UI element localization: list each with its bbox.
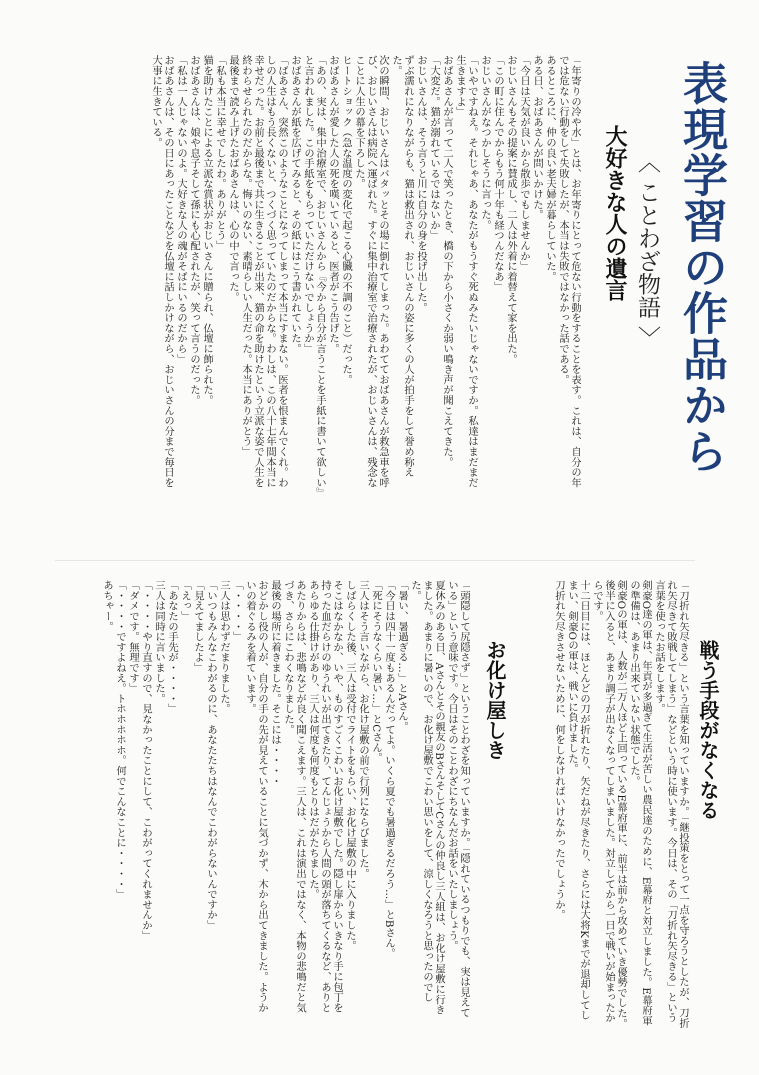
story-paragraph: あたりからは、悲鳴などが良く聞こえます。三人は、これは演出ではなく、本物の悲鳴だと気づき、さらにこわくなりました。 [282, 580, 306, 1013]
story-paragraph: そこはなかなか、いや、ものすごくこわいお化け屋敷でした。隠し扉からいきなり手に包丁を持った血だらけのゆうれいが出てきたり、てんじょうから人間の頭が落ちてくるなど、ありとあらゆる仕掛けがあり、三人は何度も何度もとりはだがたちました。 [307, 580, 343, 1013]
story-paragraph: 「・・・・」 [231, 580, 243, 642]
story-paragraph: 「大変だ。猫が溺れているではないか」 [428, 55, 440, 241]
story-paragraph: 「私は一人じゃないのよ。大好きな人の魂がそばにいるのだから」 [175, 55, 187, 364]
page-title: 表現学習の作品から [675, 60, 728, 474]
story-paragraph: 「いやですねえ。それじゃあ、あなたがもうすぐ死ぬみたいじゃないですか。私達はまだまだ生きますよ」 [454, 55, 478, 488]
story-paragraph: 次の瞬間、おじいさんはバタッとその場に倒れてしまった。あわてておばあさんが救急車を呼び、おじいさんは病院へ運ばれた。すぐに集中治療室で治療されたが、おじいさんは、残念なことに人生の幕を下ろした。 [353, 55, 389, 488]
story-paragraph: 「えっ」 [179, 580, 191, 622]
story-paragraph: ヒートショック（急な温度の変化で起こる心臓の不調のこと）だった。 [340, 55, 352, 385]
story-paragraph: 三人は思わずだまりました。 [218, 580, 230, 714]
story-paragraph: 猫を助けたことによる立派な賞状がおじいさんに贈られ、仏壇に飾られた。 [201, 55, 213, 406]
story-paragraph: 「死にそうなくらい暑い…」とCさん。 [370, 580, 382, 763]
story-paragraph: 剣豪O達の軍は、年貢が多過ぎて生活が苦しい農民達のために、E幕府と対立しました。E幕府軍の準備は、あまり出来ていない状態でした。 [628, 580, 652, 1026]
story-paragraph: 「刀折れ矢尽きる」という言葉を知っていますか。「継投策をとって一点を守ろうとしたが、刀折れ矢尽きて敗戦してしまう」などという時に使います。今日は、その「刀折れ矢尽きる」という言葉を使ったお話をします。 [653, 580, 689, 1029]
story-paragraph: 刀折れ矢尽きさせないために、何をしなければいけなかったでしょうか。 [553, 580, 565, 920]
story-paragraph: 「今日は天気が良いから散歩でもしませんか」 [518, 55, 530, 272]
story-paragraph: 「年寄りの冷や水」とは、お年寄りにとって危ない行動をすることを表す。これは、自分の年では危ない行動をして失敗したが、本当は失敗ではなかった話である。 [557, 55, 581, 488]
section-divider [55, 560, 695, 561]
story-paragraph: 「・・・・やり直すので、見なかったことにして、こわがってくれませんか」 [140, 580, 152, 941]
story-body-obakeyashiki [55, 580, 470, 1020]
story-paragraph: おじいさんは、そう言うと川に自分の身を投げ出した。 [415, 55, 427, 313]
story-paragraph: おじいさんもその提案に賛成し、二人は外着に着替えて家を出た。 [505, 55, 517, 364]
story-paragraph: 「あなたの手先が・・・・」 [166, 580, 178, 714]
story-paragraph: 剣豪Oの軍は、人数が二万人ほど上回っているE幕府軍に、前半は前から攻めていき優勢でした。後半に入ると、あまり調子が出なくなってしまいました。対立してから一日で戦いが始まったからです。 [591, 580, 627, 1029]
story-title-tatakau: 戦う手段がなくなる [696, 640, 720, 820]
story-paragraph: 「あの、実は、集中治療室で、おじいさんから『今から自分が言うことを手紙に書いて欲しい』と言われました。この手紙をもらっていただけないでしょうか」 [302, 55, 326, 493]
story-paragraph: おどかし役の人が、自分の手の先が見えていることに気づかず、木から出てきました。ようかいの着ぐるみを着ています。 [244, 580, 268, 1013]
story-paragraph: 十二日目には、ほとんどの刀が折れたり、矢だねが尽きたり、さらには大将Kまでが退却してしまい、剣豪Oの軍は、戦いに負けました。 [566, 580, 590, 1021]
story-paragraph: あるところに、仲の良い老夫婦が暮らしていた。 [544, 55, 556, 282]
story-paragraph: 三人はそう言いながら、お化け屋敷の前で行列にならびました。 [357, 580, 369, 879]
story-paragraph: おばあさんが紙を広げてみると、その紙にはこう書かれていた。 [289, 55, 301, 354]
story-body-daisuki [63, 55, 581, 495]
story-title-obakeyashiki: お化け屋しき [483, 640, 507, 760]
story-paragraph: 「見えてましたよ」 [192, 580, 204, 673]
story-paragraph: 夏休みのある日、Aさんとその親友のBさんそしてCさんの仲良し三人組は、お化け屋敷に行きました。あまりに暑いので、お化け屋敷でこわい思いをして、涼しくなろうと思ったのでした。 [409, 580, 445, 1015]
story-paragraph: 最後まで読み上げたおばあさんは、心の中で言った。 [227, 55, 239, 303]
story-paragraph: おばあさんが愛した人の死を嘆いていると、医者がこう告げた。 [327, 55, 339, 354]
story-paragraph: 「今日は四十一度もあるんだってよ。いくら夏でも暑過ぎるだろう…」とBさん。 [383, 580, 395, 959]
story-paragraph: おばあさんが言って二人で笑ったとき、橋の下から小さくか弱い鳴き声が聞こえてきた。 [441, 55, 453, 467]
story-paragraph: 「いつもみんなこわがるのに、あなたたちはなんでこわがらないんですか」 [205, 580, 217, 931]
page-subtitle: 〈 ことわざ物語 〉 [634, 150, 660, 349]
story-paragraph: 「ばあさん、突然このようなことになってしまって本当にすまない。医者を恨まんでくれ。わしの人生はもう長くないと、つくづく思っていたのだからな。わしは、この八十七年間本当に幸せだった。お前と最後まで共に生きることが出来、猫の命を助けたという立派な姿で人生を終わらせられたのだからな。悔いのない、素晴らしい人生だった。本当にありがとう」 [240, 55, 288, 488]
story-title-daisuki: 大好きな人の遺言 [602, 125, 627, 301]
story-paragraph: おじいさんがなつかしそうに言った。 [479, 55, 491, 231]
story-paragraph: ずぶ濡れになりながらも、猫は救出され、おじいさんの姿に多くの人が拍手をして誉め称えた。 [390, 55, 414, 478]
story-body-tatakau [520, 580, 689, 1030]
story-paragraph: 「この町に住んでからもう何十年も経つんだなあ」 [492, 55, 504, 292]
story-paragraph: ある日、おばあさんが問いかけた。 [531, 55, 543, 220]
story-paragraph: 最後の場所に着きました。そこには・・・・ [269, 580, 281, 786]
story-paragraph: 「頭隠して尻隠さず」ということわざを知っていますか。「隠れているつもりでも、実は見えている」という意味です。今日はそのことわざにちなんだお話をいたしましょう。 [446, 580, 470, 1018]
story-paragraph: 「ダメです。無理です」 [127, 580, 139, 694]
story-paragraph: 「・・・・ですよねえ。トホホホホホ。何でこんなことに・・・・」 [114, 580, 126, 900]
story-paragraph: 「暑い、暑過ぎる…」とAさん。 [396, 580, 408, 732]
story-paragraph: あちゃー。 [101, 580, 113, 632]
story-paragraph: おばあさんは、その日にあったことなどを仏壇に話しかけながら、おじいさんの分まで毎日を大事に生きている。 [150, 55, 174, 488]
story-paragraph: おばあさんは、娘や息子そして孫にも心配されたが、笑って言うのだった。 [188, 55, 200, 406]
story-paragraph: 三人は同時に言いました。 [153, 580, 165, 704]
story-paragraph: しばらくした後、三人は受付でライトをもらい、お化け屋敷の中に入りました。 [344, 580, 356, 951]
story-paragraph: 「私も本当に幸せでしたわ。ありがとう」 [214, 55, 226, 251]
